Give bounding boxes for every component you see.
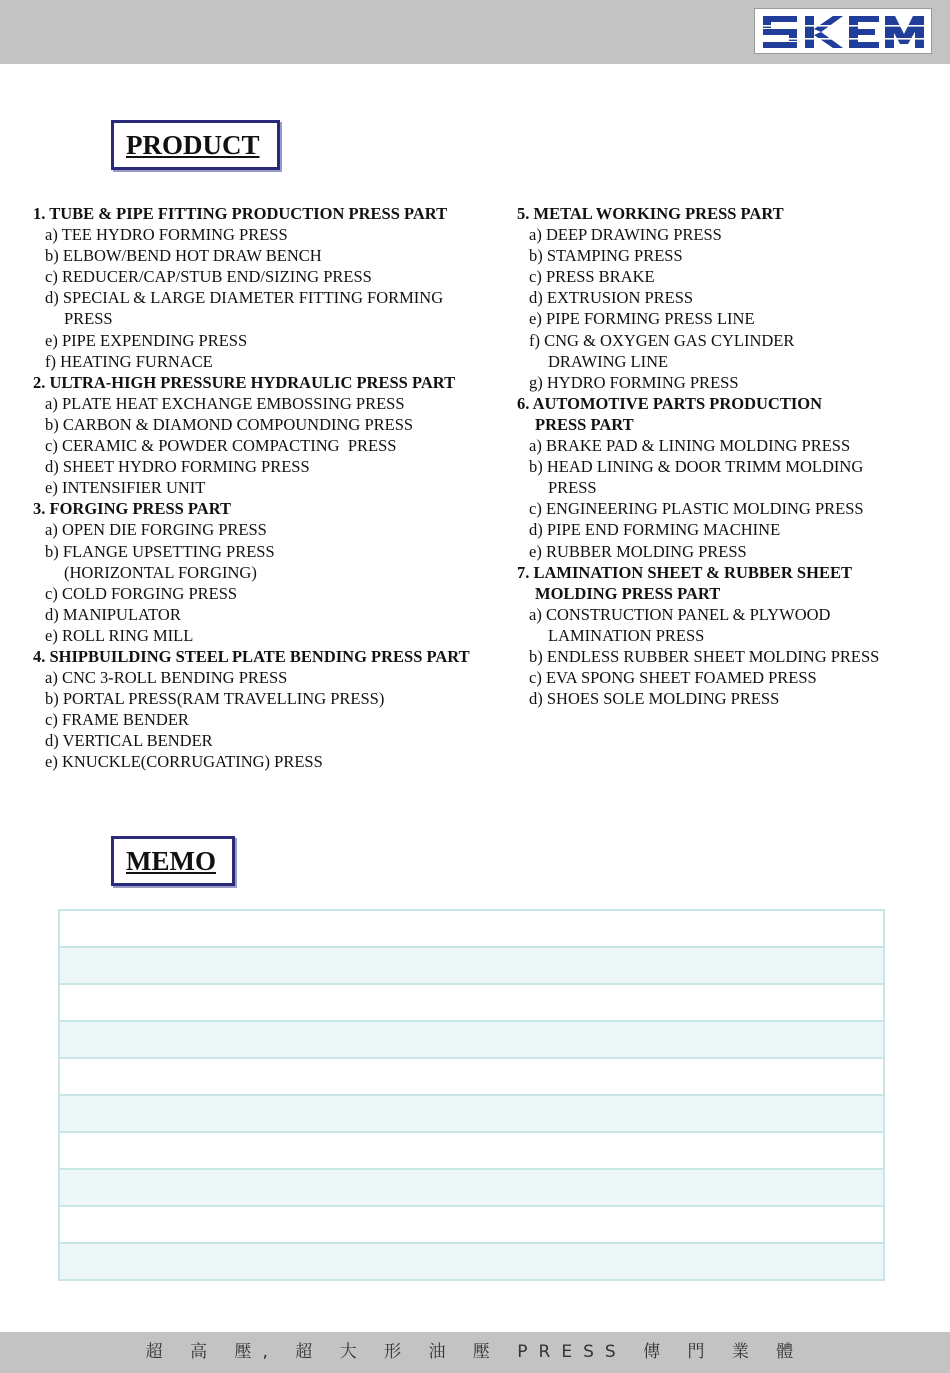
memo-line[interactable] <box>60 1244 883 1279</box>
product-item: b) ELBOW/BEND HOT DRAW BENCH <box>45 246 322 266</box>
memo-lines <box>58 909 885 1281</box>
product-item: d) SHEET HYDRO FORMING PRESS <box>45 457 310 477</box>
product-item: b) STAMPING PRESS <box>529 246 683 266</box>
memo-line[interactable] <box>60 1133 883 1170</box>
product-item: c) EVA SPONG SHEET FOAMED PRESS <box>529 668 817 688</box>
product-item: d) PIPE END FORMING MACHINE <box>529 520 781 540</box>
product-item: d) SHOES SOLE MOLDING PRESS <box>529 689 780 709</box>
product-item: b) HEAD LINING & DOOR TRIMM MOLDING <box>529 457 864 477</box>
memo-line[interactable] <box>60 911 883 948</box>
product-item: e) PIPE FORMING PRESS LINE <box>529 309 755 329</box>
product-item: a) BRAKE PAD & LINING MOLDING PRESS <box>529 436 851 456</box>
footer-bar <box>0 1332 950 1373</box>
product-item: e) ROLL RING MILL <box>45 625 194 645</box>
product-item: a) TEE HYDRO FORMING PRESS <box>45 225 288 245</box>
product-category: 7. LAMINATION SHEET & RUBBER SHEET <box>517 562 852 582</box>
product-item: c) ENGINEERING PLASTIC MOLDING PRESS <box>529 499 864 519</box>
product-item-continued: PRESS <box>548 478 597 498</box>
memo-line[interactable] <box>60 1096 883 1133</box>
memo-line[interactable] <box>60 1022 883 1059</box>
product-item: c) FRAME BENDER <box>45 710 189 730</box>
product-category: 6. AUTOMOTIVE PARTS PRODUCTION <box>517 393 823 413</box>
product-item: f) HEATING FURNACE <box>45 351 213 371</box>
product-item: e) KNUCKLE(CORRUGATING) PRESS <box>45 752 323 772</box>
product-category: 4. SHIPBUILDING STEEL PLATE BENDING PRESS PART <box>33 646 470 666</box>
product-item: b) PORTAL PRESS(RAM TRAVELLING PRESS) <box>45 689 385 709</box>
company-logo <box>754 8 932 54</box>
footer-slogan: 超 高 壓, 超 大 形 油 壓 PRESS 傳 門 業 體 <box>145 1342 805 1362</box>
product-item: a) CONSTRUCTION PANEL & PLYWOOD <box>529 604 831 624</box>
product-item: a) OPEN DIE FORGING PRESS <box>45 520 267 540</box>
memo-line[interactable] <box>60 1059 883 1096</box>
product-section-title: PRODUCT <box>111 120 280 170</box>
product-item-continued: PRESS <box>64 309 113 329</box>
product-item: g) HYDRO FORMING PRESS <box>529 372 739 392</box>
memo-line[interactable] <box>60 948 883 985</box>
product-item: a) CNC 3-ROLL BENDING PRESS <box>45 668 288 688</box>
product-item: a) PLATE HEAT EXCHANGE EMBOSSING PRESS <box>45 393 405 413</box>
skem-logo-icon <box>761 14 927 50</box>
product-item-continued: DRAWING LINE <box>548 351 669 371</box>
product-item: d) EXTRUSION PRESS <box>529 288 694 308</box>
product-item-continued: (HORIZONTAL FORGING) <box>64 562 257 582</box>
product-item: e) PIPE EXPENDING PRESS <box>45 330 248 350</box>
product-category-continued: PRESS PART <box>535 414 634 434</box>
product-item: e) INTENSIFIER UNIT <box>45 478 206 498</box>
product-category: 3. FORGING PRESS PART <box>33 499 232 519</box>
product-item: e) RUBBER MOLDING PRESS <box>529 541 747 561</box>
product-item: c) REDUCER/CAP/STUB END/SIZING PRESS <box>45 267 372 287</box>
product-item: c) PRESS BRAKE <box>529 267 655 287</box>
product-item: a) DEEP DRAWING PRESS <box>529 225 722 245</box>
product-item: c) COLD FORGING PRESS <box>45 583 238 603</box>
product-item: d) MANIPULATOR <box>45 604 181 624</box>
memo-section-title: MEMO <box>111 836 235 886</box>
header-bar <box>0 0 950 64</box>
product-category-continued: MOLDING PRESS PART <box>535 583 721 603</box>
memo-line[interactable] <box>60 985 883 1022</box>
product-item-continued: LAMINATION PRESS <box>548 625 705 645</box>
product-list-right <box>517 203 937 709</box>
product-item: d) VERTICAL BENDER <box>45 731 213 751</box>
product-category: 1. TUBE & PIPE FITTING PRODUCTION PRESS PART <box>33 204 448 223</box>
product-item: f) CNG & OXYGEN GAS CYLINDER <box>529 330 795 350</box>
memo-line[interactable] <box>60 1170 883 1207</box>
product-item: b) CARBON & DIAMOND COMPOUNDING PRESS <box>45 414 414 434</box>
product-item: b) ENDLESS RUBBER SHEET MOLDING PRESS <box>529 646 880 666</box>
product-category: 5. METAL WORKING PRESS PART <box>517 204 784 223</box>
product-item: c) CERAMIC & POWDER COMPACTING PRESS <box>45 436 397 456</box>
product-item: b) FLANGE UPSETTING PRESS <box>45 541 275 561</box>
memo-line[interactable] <box>60 1207 883 1244</box>
product-category: 2. ULTRA-HIGH PRESSURE HYDRAULIC PRESS PART <box>33 372 456 392</box>
product-item: d) SPECIAL & LARGE DIAMETER FITTING FORMING <box>45 288 444 308</box>
product-list-left <box>33 203 508 773</box>
